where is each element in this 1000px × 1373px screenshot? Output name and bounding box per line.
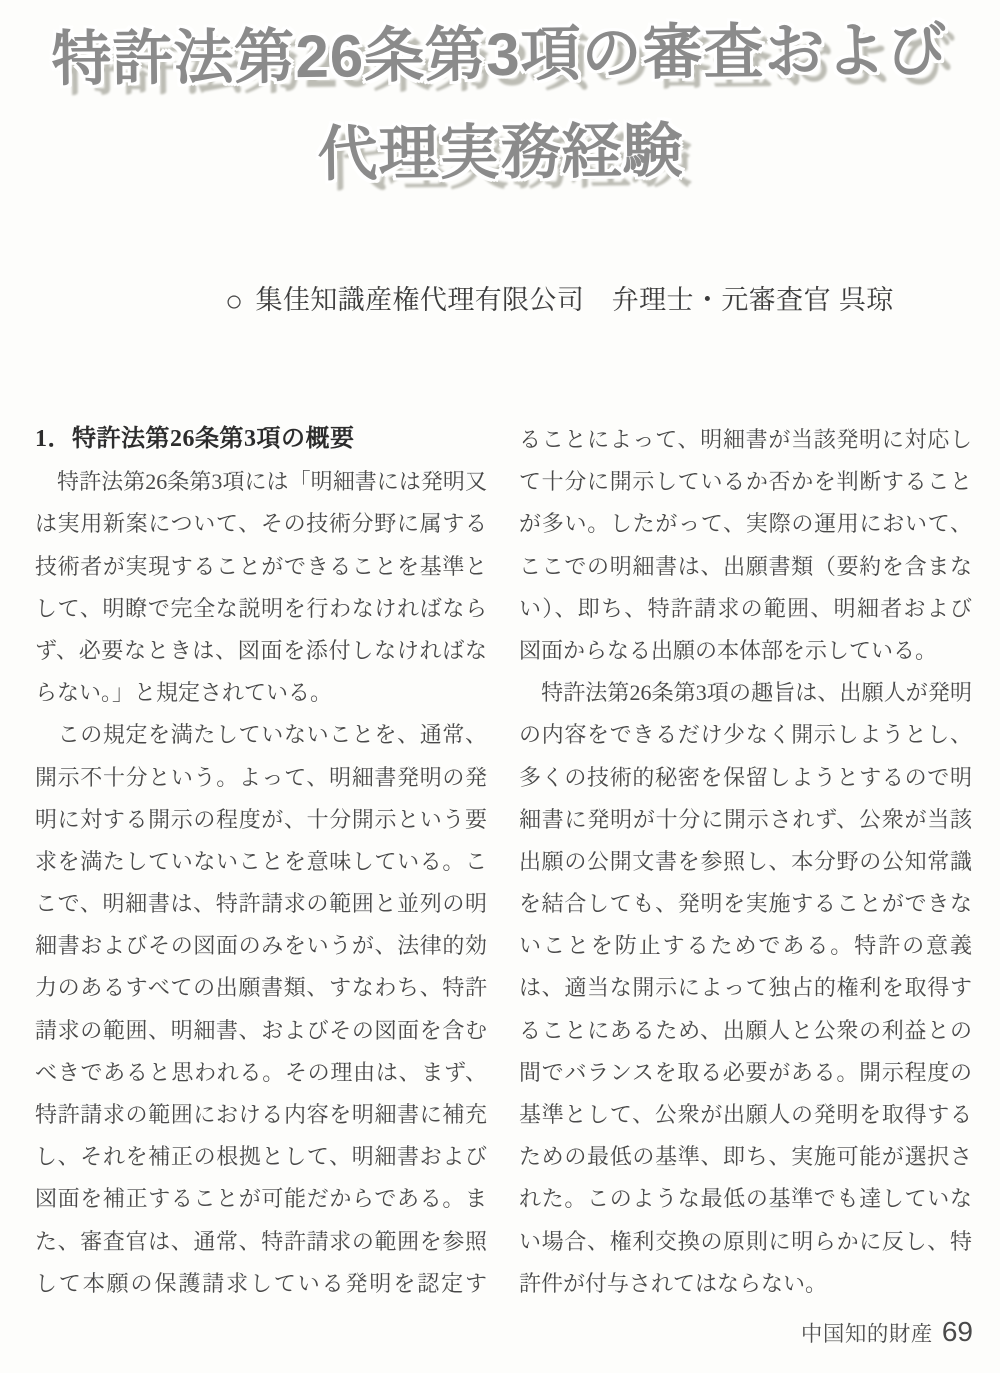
article-title [0,1,1000,207]
text-line: 出願の公開文書を参照し、本分野の公知常識 [519,848,972,874]
text-line: 多くの技術的秘密を保留しようとするので明 [519,764,972,790]
text-line: い）、即ち、特許請求の範囲、明細者および [519,595,972,621]
text-line: ここでの明細書は、出願書類（要約を含まな [519,553,972,579]
text-line: いことを防止するためである。特許の意義 [519,933,972,959]
circle-bullet-icon: ○ [225,285,244,318]
text-line: て十分に開示しているか否かを判断すること [519,469,972,495]
text-line: ず、必要なときは、図面を添付しなければな [35,637,487,663]
byline-text: 集佳知識産権代理有限公司 弁理士・元審査官 呉琼 [255,285,894,315]
text-line: 細書に発明が十分に開示されず、公衆が当該 [519,806,972,832]
journal-name: 中国知的財産 [800,1322,933,1346]
text-line: い場合、権利交換の原則に明らかに反し、特 [519,1228,972,1254]
text-line: 技術者が実現することができることを基準と [35,553,487,579]
text-line: 開示不十分という。よって、明細書発明の発 [35,764,487,790]
text-line: 図面を補正することが可能だからである。ま [35,1186,487,1212]
page-footer [801,1314,973,1355]
text-line: ための最低の基準、即ち、実施可能が選択さ [519,1144,972,1170]
text-line: 間でバランスを取る必要がある。開示程度の [519,1059,972,1085]
text-line: 基準として、公衆が出願人の発明を取得する [519,1102,972,1127]
text-line: 明に対する開示の程度が、十分開示という要 [35,806,487,832]
text-line: 許件が付与されてはならない。 [519,1270,828,1296]
text-line: 特許請求の範囲における内容を明細書に補充 [35,1102,487,1127]
article-title-line2: 代理実務経験 [317,117,684,188]
text-line: 図面からなる出願の本体部を示している。 [519,637,938,663]
text-line: れた。このような最低の基準でも達していな [519,1186,972,1212]
text-line: 特許法第26条第3項には「明細書には発明又 [35,469,487,495]
text-line: 求を満たしていないことを意味している。こ [35,848,487,874]
text-line: 力のあるすべての出願書類、すなわち、特許 [35,975,487,1001]
text-line: た、審査官は、通常、特許請求の範囲を参照 [35,1228,487,1254]
text-line: こで、明細書は、特許請求の範囲と並列の明 [35,891,487,917]
text-line: して、明瞭で完全な説明を行わなければなら [35,595,487,621]
article-title-line1: 特許法第26条第3項の審査および [51,16,948,93]
text-line: 特許法第26条第3項の趣旨は、出願人が発明 [519,680,972,706]
page-number: 69 [941,1316,973,1347]
text-line: を結合しても、発明を実施することができな [519,891,972,917]
text-line: ることにあるため、出願人と公衆の利益との [519,1017,972,1043]
text-line: ることによって、明細書が当該発明に対応し [519,427,972,452]
text-line: 細書およびその図面のみをいうが、法律的効 [35,933,487,959]
text-line: は実用新案について、その技術分野に属する [35,511,487,537]
right-column [519,419,972,1305]
text-line: らない。」と規定されている。 [35,680,333,706]
byline [225,283,894,319]
text-line: この規定を満たしていないことを、通常、 [35,722,487,748]
text-line: して本願の保護請求している発明を認定す [35,1270,487,1296]
text-line: が多い。したがって、実際の運用において、 [519,511,972,537]
text-line: し、それを補正の根拠として、明細書および [35,1144,487,1170]
text-line: は、適当な開示によって独占的権利を取得す [519,975,972,1001]
section-heading: 1．特許法第26条第3項の概要 [35,426,355,452]
text-line: の内容をできるだけ少なく開示しようとし、 [519,722,972,748]
text-line: 請求の範囲、明細書、およびその図面を含む [35,1017,487,1043]
text-line: べきであると思われる。その理由は、まず、 [35,1059,487,1085]
left-column [35,419,487,1305]
